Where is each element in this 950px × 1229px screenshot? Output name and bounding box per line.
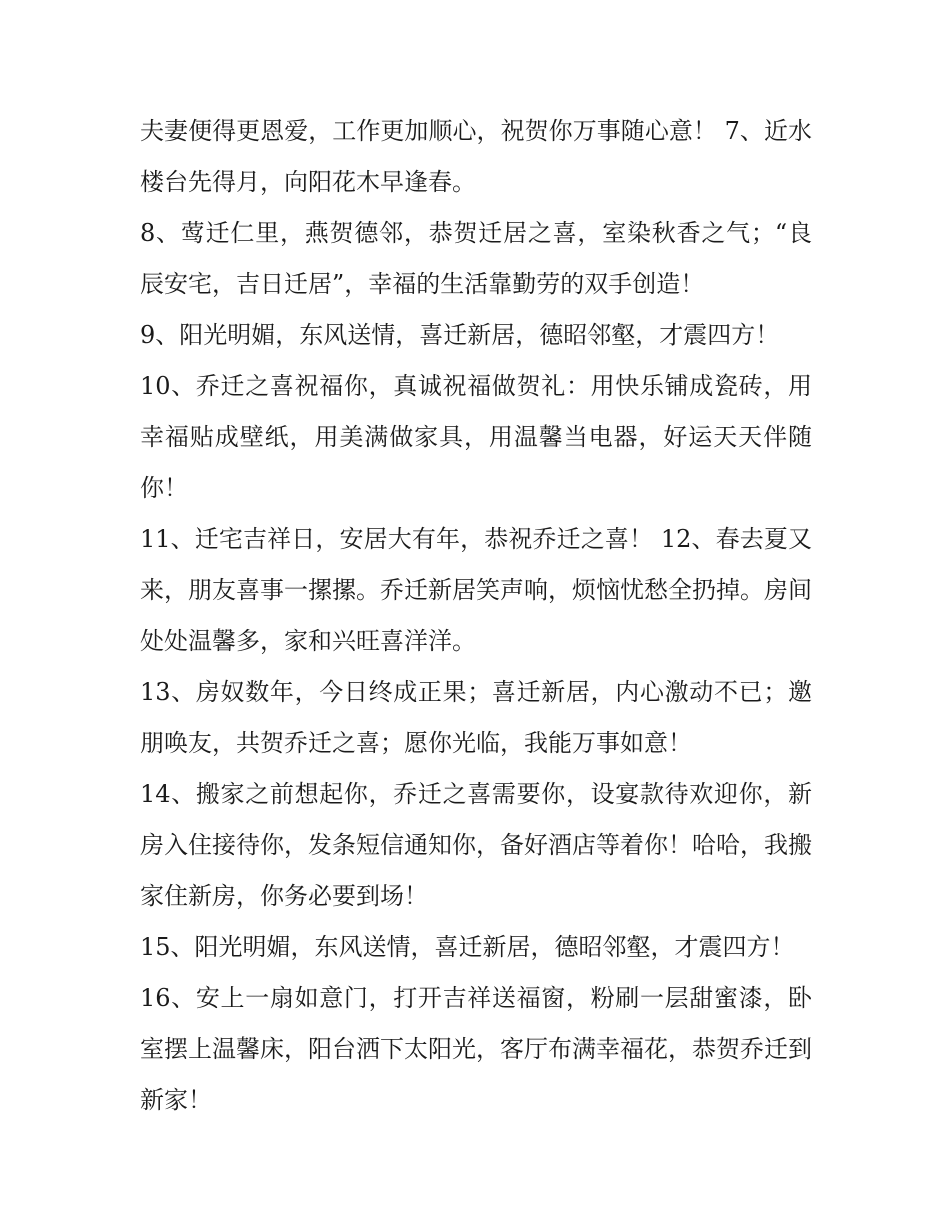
paragraph-11-12: 11、迁宅吉祥日，安居大有年，恭祝乔迁之喜！ 12、春去夏又来，朋友喜事一摞摞。乔迁新居笑声响，烦恼忧愁全扔掉。房间处处温馨多，家和兴旺喜洋洋。 <box>140 525 812 655</box>
paragraph-8: 8、莺迁仁里，燕贺德邻，恭贺迁居之喜，室染秋香之气；“良辰安宅，吉日迁居”，幸福的生活靠勤劳的双手创造！ <box>140 219 812 298</box>
document-body <box>140 106 812 1126</box>
paragraph-13: 13、房奴数年，今日终成正果；喜迁新居，内心激动不已；邀朋唤友，共贺乔迁之喜；愿你光临，我能万事如意！ <box>140 678 812 757</box>
paragraph-14: 14、搬家之前想起你，乔迁之喜需要你，设宴款待欢迎你，新房入住接待你，发条短信通知你，备好酒店等着你！哈哈，我搬家住新房，你务必要到场！ <box>140 780 812 910</box>
paragraph-continued-7: 夫妻便得更恩爱，工作更加顺心，祝贺你万事随心意！ 7、近水楼台先得月，向阳花木早逢春。 <box>140 117 812 196</box>
paragraph-9: 9、阳光明媚，东风送情，喜迁新居，德昭邻壑，才震四方！ <box>140 321 780 349</box>
paragraph-15: 15、阳光明媚，东风送情，喜迁新居，德昭邻壑，才震四方！ <box>140 933 795 961</box>
paragraph-10: 10、乔迁之喜祝福你，真诚祝福做贺礼：用快乐铺成瓷砖，用幸福贴成壁纸，用美满做家具，用温馨当电器，好运天天伴随你！ <box>140 372 812 502</box>
paragraph-16: 16、安上一扇如意门，打开吉祥送福窗，粉刷一层甜蜜漆，卧室摆上温馨床，阳台洒下太阳光，客厅布满幸福花，恭贺乔迁到新家！ <box>140 984 812 1114</box>
